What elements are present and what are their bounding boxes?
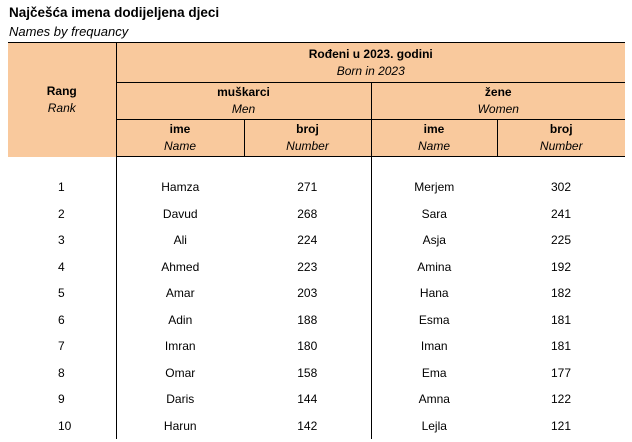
page-subtitle: Names by frequancy (9, 24, 129, 39)
women-number-header-en: Number (539, 139, 583, 153)
male-name-cell: Harun (116, 413, 244, 440)
male-count-cell: 180 (297, 339, 318, 354)
female-count-cell: 192 (550, 259, 572, 274)
male-count-cell: 268 (297, 206, 318, 221)
rank-cell: 1 (58, 180, 65, 195)
names-frequency-table (8, 42, 625, 439)
male-count-cell: 188 (297, 312, 318, 327)
male-name-cell: Omar (116, 360, 244, 387)
rank-cell: 10 (58, 418, 72, 433)
female-count-cell: 241 (550, 206, 572, 221)
women-header-en: Women (477, 102, 519, 116)
male-name-cell: Daris (116, 386, 244, 413)
female-count-cell: 182 (550, 286, 572, 301)
men-header-local: muškarci (217, 85, 270, 99)
men-number-header-en: Number (286, 139, 329, 153)
male-count-cell: 271 (297, 180, 318, 195)
male-count-cell: 142 (297, 418, 318, 433)
female-count-cell: 181 (550, 339, 572, 354)
female-name-cell: Esma (371, 307, 497, 334)
female-count-cell: 121 (550, 418, 572, 433)
women-header (371, 83, 625, 120)
men-name-header (116, 120, 244, 157)
table-row (8, 254, 625, 281)
male-count-cell: 144 (297, 392, 318, 407)
rank-cell: 9 (58, 392, 65, 407)
table-row (8, 413, 625, 440)
male-name-cell: Ali (116, 227, 244, 254)
men-header-en: Men (231, 102, 256, 116)
rank-cell: 8 (58, 365, 65, 380)
male-name-cell: Ahmed (116, 254, 244, 281)
male-name-cell: Adin (116, 307, 244, 334)
male-count-cell: 223 (297, 259, 318, 274)
table-row (8, 360, 625, 387)
men-number-header-local: broj (296, 122, 319, 136)
women-header-local: žene (484, 85, 512, 99)
men-name-header-local: ime (169, 122, 191, 136)
men-number-header (244, 120, 371, 157)
female-count-cell: 181 (550, 312, 572, 327)
male-name-cell: Hamza (116, 174, 244, 201)
male-name-cell: Imran (116, 333, 244, 360)
table-row (8, 201, 625, 228)
women-name-header-en: Name (417, 139, 450, 153)
female-count-cell: 177 (550, 365, 572, 380)
men-name-header-en: Name (163, 139, 196, 153)
table-row (8, 333, 625, 360)
table-row (8, 386, 625, 413)
page-title: Najčešća imena dodijeljena djeci (9, 5, 220, 20)
female-count-cell: 225 (550, 233, 572, 248)
rank-cell: 5 (58, 286, 65, 301)
female-name-cell: Amna (371, 386, 497, 413)
rank-cell: 3 (58, 233, 65, 248)
rank-cell: 4 (58, 259, 65, 274)
female-name-cell: Asja (371, 227, 497, 254)
rank-header (8, 43, 116, 157)
female-count-cell: 122 (550, 392, 572, 407)
female-name-cell: Sara (371, 201, 497, 228)
table-body (8, 157, 625, 440)
female-name-cell: Lejla (371, 413, 497, 440)
born-in-year-header (116, 43, 625, 83)
female-count-cell: 302 (550, 180, 572, 195)
rank-cell: 7 (58, 339, 65, 354)
female-name-cell: Merjem (371, 174, 497, 201)
born-header-en: Born in 2023 (336, 63, 405, 78)
born-header-local: Rođeni u 2023. godini (308, 46, 433, 61)
men-header (116, 83, 371, 120)
female-name-cell: Iman (371, 333, 497, 360)
male-name-cell: Amar (116, 280, 244, 307)
male-count-cell: 203 (297, 286, 318, 301)
male-count-cell: 158 (297, 365, 318, 380)
table-row (8, 307, 625, 334)
spacer-row (8, 157, 625, 175)
table-row (8, 174, 625, 201)
rank-header-local: Rang (46, 83, 77, 98)
table-header (8, 43, 625, 157)
women-name-header (371, 120, 497, 157)
women-name-header-local: ime (423, 122, 445, 136)
rank-cell: 6 (58, 312, 65, 327)
women-number-header (497, 120, 625, 157)
female-name-cell: Amina (371, 254, 497, 281)
women-number-header-local: broj (549, 122, 573, 136)
table-row (8, 227, 625, 254)
table-row (8, 280, 625, 307)
rank-header-en: Rank (47, 100, 76, 115)
rank-cell: 2 (58, 206, 65, 221)
male-name-cell: Davud (116, 201, 244, 228)
female-name-cell: Ema (371, 360, 497, 387)
female-name-cell: Hana (371, 280, 497, 307)
male-count-cell: 224 (297, 233, 318, 248)
